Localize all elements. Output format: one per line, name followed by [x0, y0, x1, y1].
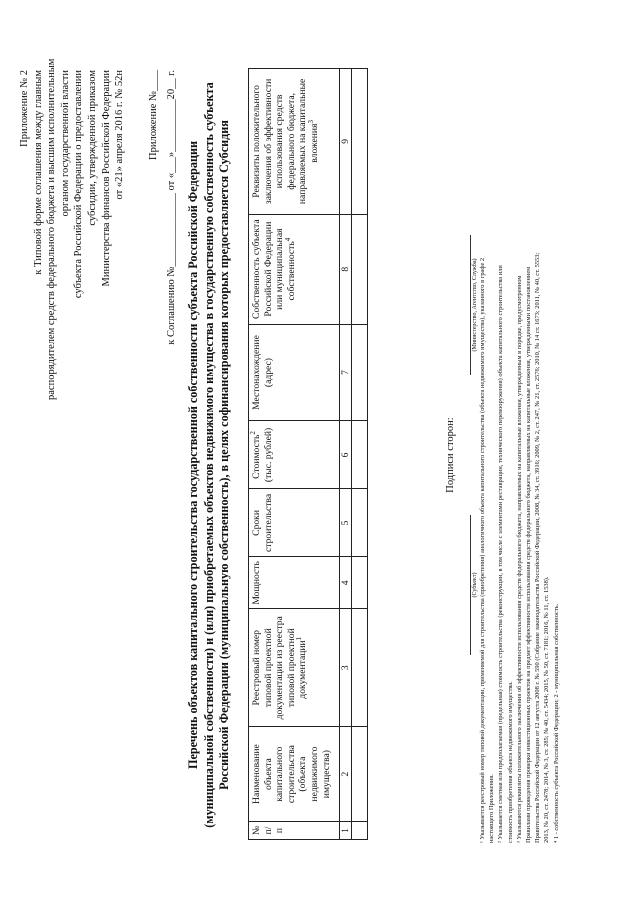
appendix-number: Приложение №____ [148, 70, 159, 160]
table-cell: 5 [340, 489, 352, 557]
appendix-header [18, 58, 127, 400]
appendix-line: Министерства финансов Российской Федерации [100, 70, 112, 287]
col-header-location: Местонахождение (адрес) [249, 324, 340, 421]
signature-caption-subject: (Субъект) [472, 572, 478, 598]
agreement-reference: к Соглашению №______________ от «___»__________20__ г. [166, 70, 177, 345]
footnote-line: 2013, № 20, ст. 2478; 2014, № 3, ст. 285; № 40, ст. 5434; 2015, № 50, ст. 7181; 2016, № 11, ст. 1538). [543, 576, 551, 843]
table-cell [352, 214, 368, 324]
col-header-ownership: Собственность субъекта Российской Федерации или муниципальная собственность$^4$ [249, 214, 340, 324]
footnote-line: стоимость приобретения объекта недвижимого имущества. [506, 681, 514, 843]
table-cell [352, 822, 368, 840]
appendix-line: распорядителем средств федерального бюджета и высшим исполнительным [46, 58, 58, 400]
footnotes [478, 53, 561, 843]
table-cell [352, 489, 368, 557]
signature-line-ministry [470, 235, 471, 375]
table-cell [352, 69, 368, 215]
document-title [186, 65, 233, 845]
footnote-line: Правилами проведения проверки инвестиционных проектов на предмет эффективности использования средств федерального бюджета, направляемых на капитальные вложения, утвержденными постановлением [525, 266, 533, 843]
table-cell: 1 [340, 822, 352, 840]
footnote-line: ² Указывается сметная или предполагаемая (предельная) стоимость строительства (реконструкции, в том числе с элементами реставрации, технического перевооружения) объекта капитального строительства или [497, 265, 505, 843]
col-header-cost: Стоимость$^2$ (тыс. рублей) [249, 421, 340, 489]
signature-caption-ministry: (Министерство, Агентство, Служба) [472, 258, 478, 352]
appendix-line: субсидии, утвержденной приказом [86, 70, 98, 226]
footnote-line: ³ Указываются реквизиты положительного заключения об эффективности использования средств федерального бюджета, направляемых на капитальные вложения, утвержденным в порядке, предусмотренном [515, 275, 523, 843]
col-header-conclusion-details: Реквизиты положительного заключения об эффективности использования средств федерального бюджета, направляемых на капитальные вложения$^3$ [249, 69, 340, 215]
appendix-line: органом государственной власти [59, 70, 71, 217]
title-line: Перечень объектов капитального строительства государственной собственности субъекта Российской Федерации [186, 140, 200, 770]
footnote-line: настоящего Приложения. [488, 774, 496, 843]
table-cell: 3 [340, 609, 352, 727]
title-line: (муниципальной собственности) и (или) приобретаемых объектов недвижимого имущества в государственную собственность субъекта [201, 82, 216, 828]
table-cell [352, 324, 368, 421]
appendix-line: субъекта Российской Федерации о предоставлении [73, 70, 85, 299]
footnote-line: ⁴ 1 - собственность субъекта Российской Федерации; 2 - муниципальная собственность. [552, 603, 560, 843]
footnote-line: ¹ Указывается реестровый номер типовой документации, применяемой для строительства (приобретения) аналогичного объекта капитального строительства (объекта недвижимого имущества), указанного в графе 2 [479, 257, 486, 843]
signature-line-subject [470, 515, 471, 655]
table-cell [352, 421, 368, 489]
col-header-capacity: Мощность [249, 557, 340, 609]
appendix-line: от «21» апреля 2016 г. № 52н [114, 70, 126, 200]
table-cell: 7 [340, 324, 352, 421]
footnote-line: Правительства Российской Федерации от 12 августа 2008 г. № 590 (Собрание законодательства Российской Федерации, 2008, № 34, ст. 3916; 2009, № 2, ст. 247, № 21, ст. 2576; 2010, № 14 ст. 1673; 2011, № 40, ст. 5553; [534, 252, 542, 843]
appendix-line: Приложение № 2 [19, 70, 30, 147]
table-cell [352, 727, 368, 822]
col-header-registry-number: Реестровый номер типовой проектной документации из реестра типовой проектной документации$^1$ [249, 609, 340, 727]
table-row [352, 69, 368, 840]
title-line: Российской Федерации (муниципальную собственность), в целях софинансирования которых предоставляется Субсидия [217, 120, 231, 790]
table-cell: 2 [340, 727, 352, 822]
table-index-row [340, 69, 352, 840]
col-header-construction-period: Сроки строительства [249, 489, 340, 557]
table-cell: 4 [340, 557, 352, 609]
appendix-line: к Типовой форме соглашения между главным [32, 70, 44, 275]
signatures-heading: Подписи сторон: [445, 417, 456, 493]
table-cell: 6 [340, 421, 352, 489]
objects-table [248, 68, 368, 840]
col-header-object-name: Наименование объекта капитального строительства (объекта недвижимого имущества) [249, 727, 340, 822]
table-cell [352, 609, 368, 727]
table-header-row [249, 69, 340, 840]
col-header-number: № п/п [249, 822, 340, 840]
table-cell: 9 [340, 69, 352, 215]
table-cell: 8 [340, 214, 352, 324]
table-cell [352, 557, 368, 609]
